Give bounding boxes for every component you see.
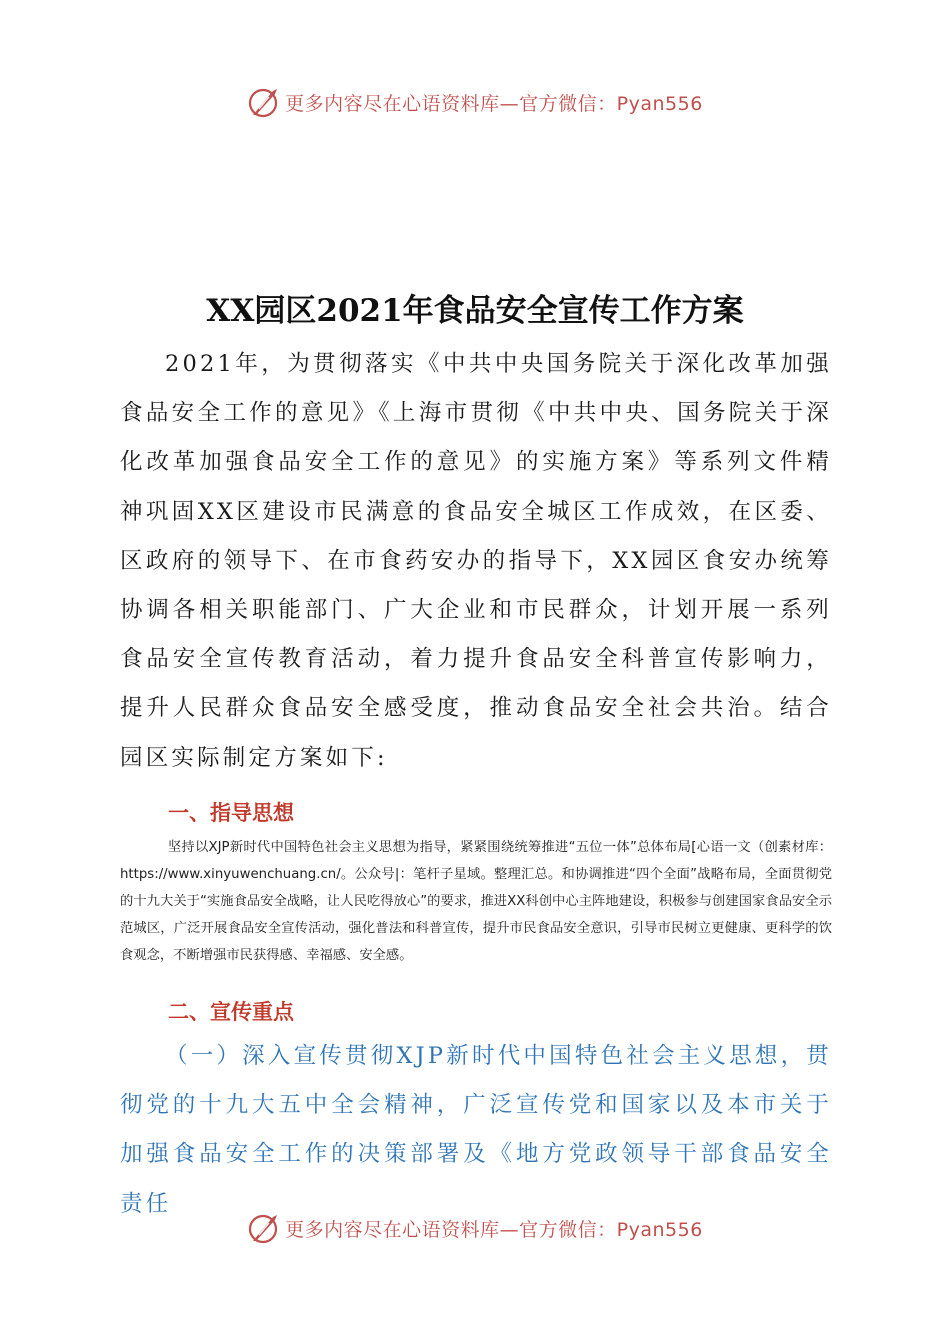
header-banner <box>0 82 950 122</box>
section-heading-guiding-ideology: 一、指导思想 <box>168 801 294 825</box>
intro-paragraph: 2021年，为贯彻落实《中共中央国务院关于深化改革加强食品安全工作的意见》《上海市贯彻《中共中央、国务院关于深化改革加强食品安全工作的意见》的实施方案》等系列文件精神巩固XX区建设市民满意的食品安全城区工作成效，在区委、区政府的领导下、在市食药安办的指导下，XX园区食安办统筹协调各相关职能部门、广大企业和市民群众，计划开展一系列食品安全宣传教育活动，着力提升食品安全科普宣传影响力，提升人民群众食品安全感受度，推动食品安全社会共治。结合园区实际制定方案如下: <box>120 351 832 771</box>
section-heading-publicity-focus: 二、宣传重点 <box>168 1000 294 1024</box>
section-body-guiding-ideology: 坚持以XJP新时代中国特色社会主义思想为指导，紧紧围绕统筹推进“五位一体”总体布局[心语一文（创素材库：https://www.xinyuwenchuang.cn/。公众号|：笔杆子星域。整理汇总。和协调推进“四个全面”战略布局，全面贯彻党的十九大关于“实施食品安全战略，让人民吃得放心”的要求，推进XX科创中心主阵地建设，积极参与创建国家食品安全示范城区，广泛开展食品安全宣传活动，强化普法和科普宣传，提升市民食品安全意识，引导市民树立更健康、更科学的饮食观念，不断增强市民获得感、幸福感、安全感。 <box>120 840 832 963</box>
section-item-1: （一）深入宣传贯彻XJP新时代中国特色社会主义思想，贯彻党的十九大五中全会精神，广泛宣传党和国家以及本市关于加强食品安全工作的决策部署及《地方党政领导干部食品安全责任 <box>120 1043 832 1217</box>
quill-logo-icon <box>247 1211 281 1245</box>
banner-text: 更多内容尽在心语资料库—官方微信：Pyan556 <box>285 1218 703 1241</box>
page-title: XX园区2021年食品安全宣传工作方案 <box>206 292 744 329</box>
quill-logo-icon <box>247 85 281 119</box>
footer-banner <box>0 1208 950 1248</box>
banner-text: 更多内容尽在心语资料库—官方微信：Pyan556 <box>285 92 703 115</box>
